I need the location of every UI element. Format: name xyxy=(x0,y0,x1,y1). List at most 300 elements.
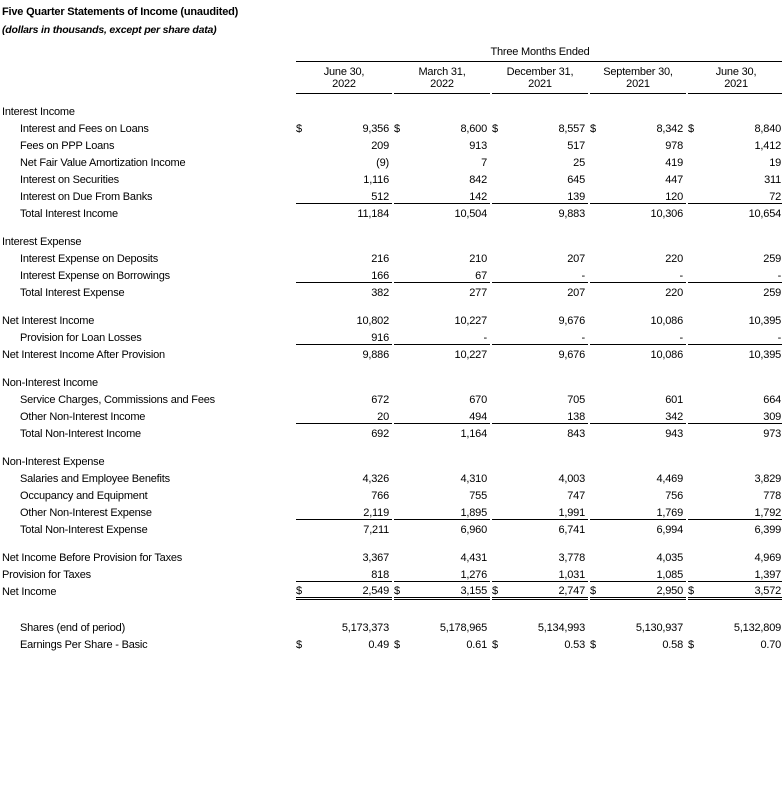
row-value: 0.70 xyxy=(760,639,782,651)
currency-symbol: $ xyxy=(492,123,498,135)
row-value: 10,086 xyxy=(650,315,683,327)
interest-expense-header: Interest Expense xyxy=(2,236,82,248)
row-value: 3,829 xyxy=(754,473,782,485)
spacer-cell xyxy=(0,609,782,617)
cur-blank xyxy=(296,135,318,152)
row-label: Net Interest Income xyxy=(2,315,95,327)
cur-blank xyxy=(492,310,514,327)
row-value: 25 xyxy=(573,157,585,169)
cur-blank xyxy=(492,406,514,423)
row-value: 311 xyxy=(764,174,782,186)
row-value: 512 xyxy=(371,190,389,203)
cur-blank xyxy=(688,547,710,564)
row-value: 209 xyxy=(371,140,389,152)
cur-blank xyxy=(296,519,318,536)
cur-blank xyxy=(688,169,710,186)
row-value: 0.53 xyxy=(564,639,585,651)
col-header-3-line2: 2021 xyxy=(590,78,686,94)
cur-blank xyxy=(394,389,416,406)
spacer-cell xyxy=(0,93,782,101)
cur-blank xyxy=(688,389,710,406)
row-value: 10,654 xyxy=(710,203,782,220)
row-value: 916 xyxy=(371,331,389,344)
cur-blank xyxy=(296,564,318,581)
row-label: Interest Expense on Deposits xyxy=(20,253,159,265)
spacer-cell xyxy=(0,440,782,451)
currency-symbol: $ xyxy=(688,639,694,651)
row-label: Total Non-Interest Income xyxy=(20,428,141,440)
row-value: 1,792 xyxy=(754,506,782,519)
table-row xyxy=(0,135,782,152)
table-row-total xyxy=(0,344,782,361)
row-value: 419 xyxy=(665,157,683,169)
cur-blank xyxy=(492,327,514,344)
cur-blank xyxy=(394,406,416,423)
row-value: 913 xyxy=(469,140,487,152)
row-value: 10,504 xyxy=(416,203,490,220)
row-value: 3,778 xyxy=(558,552,585,564)
row-value: 6,741 xyxy=(514,519,588,536)
currency-symbol: $ xyxy=(590,581,612,598)
row-label: Total Interest Income xyxy=(20,208,118,220)
row-value: 138 xyxy=(567,410,585,423)
row-value: - xyxy=(777,269,782,282)
row-label: Salaries and Employee Benefits xyxy=(20,473,170,485)
cur-blank xyxy=(296,485,318,502)
row-value: 5,173,373 xyxy=(341,622,389,634)
row-label: Provision for Loan Losses xyxy=(20,332,142,344)
page-title: Five Quarter Statements of Income (unaudited) xyxy=(2,6,239,18)
row-label: Service Charges, Commissions and Fees xyxy=(20,394,215,406)
cur-blank xyxy=(492,547,514,564)
cur-blank xyxy=(590,617,612,634)
cur-blank xyxy=(590,519,612,536)
cur-blank xyxy=(296,203,318,220)
cur-blank xyxy=(394,282,416,299)
row-value: 6,399 xyxy=(710,519,782,536)
page-subtitle: (dollars in thousands, except per share data) xyxy=(2,24,217,36)
cur-blank xyxy=(296,282,318,299)
row-label: Occupancy and Equipment xyxy=(20,490,148,502)
section-header-non-interest-income xyxy=(0,372,782,389)
row-value: 7,211 xyxy=(318,519,392,536)
cur-blank xyxy=(688,152,710,169)
cur-blank xyxy=(296,502,318,519)
header-spacer-2 xyxy=(0,78,296,94)
cur-blank xyxy=(394,203,416,220)
row-value: 342 xyxy=(665,410,683,423)
row-value: 7 xyxy=(481,157,487,169)
row-label: Net Income Before Provision for Taxes xyxy=(2,552,183,564)
cur-blank xyxy=(394,547,416,564)
row-value: - xyxy=(581,269,585,282)
row-value: 3,572 xyxy=(710,581,782,598)
table-row xyxy=(0,248,782,265)
header-spacer-1 xyxy=(0,61,296,78)
currency-symbol: $ xyxy=(296,123,302,135)
spacer xyxy=(0,536,782,547)
income-statement-page xyxy=(0,6,782,811)
table-row-total xyxy=(0,203,782,220)
col-header-2-line1: December 31, xyxy=(506,65,574,78)
cur-blank xyxy=(492,169,514,186)
row-label: Shares (end of period) xyxy=(20,622,126,634)
table-row xyxy=(0,118,782,135)
currency-symbol: $ xyxy=(492,581,514,598)
cur-blank xyxy=(590,169,612,186)
cur-blank xyxy=(394,468,416,485)
cur-blank xyxy=(492,519,514,536)
row-value: 1,991 xyxy=(558,506,585,519)
cur-blank xyxy=(296,423,318,440)
row-value: 778 xyxy=(763,490,782,502)
non-interest-expense-header: Non-Interest Expense xyxy=(2,456,105,468)
blank xyxy=(296,101,782,118)
row-value: 67 xyxy=(475,269,487,282)
row-value: 220 xyxy=(665,253,683,265)
row-value: - xyxy=(679,331,683,344)
row-value: 943 xyxy=(612,423,686,440)
table-row xyxy=(0,310,782,327)
cur-blank xyxy=(590,423,612,440)
cur-blank xyxy=(688,282,710,299)
spacer-cell xyxy=(0,299,782,310)
spacer xyxy=(0,609,782,617)
table-row xyxy=(0,547,782,564)
period-banner-row xyxy=(0,44,782,61)
spacer-cell xyxy=(0,536,782,547)
spacer-after-header xyxy=(0,93,782,101)
row-label: Total Non-Interest Expense xyxy=(20,524,148,536)
cur-blank xyxy=(296,468,318,485)
row-value: 664 xyxy=(763,394,782,406)
table-row-total xyxy=(0,423,782,440)
section-header-interest-expense xyxy=(0,231,782,248)
row-value: 842 xyxy=(469,174,487,186)
row-value: 9,676 xyxy=(514,344,588,361)
table-row xyxy=(0,634,782,651)
row-value: - xyxy=(777,331,782,344)
row-value: 672 xyxy=(371,394,389,406)
row-value: 973 xyxy=(710,423,782,440)
row-value: 6,994 xyxy=(612,519,686,536)
cur-blank xyxy=(492,152,514,169)
row-value: 10,086 xyxy=(612,344,686,361)
cur-blank xyxy=(296,248,318,265)
cur-blank xyxy=(688,310,710,327)
row-value: 0.58 xyxy=(662,639,683,651)
row-label: Net Interest Income After Provision xyxy=(2,349,165,361)
cur-blank xyxy=(492,617,514,634)
cur-blank xyxy=(492,344,514,361)
cur-blank xyxy=(688,344,710,361)
spacer-cell xyxy=(0,361,782,372)
cur-blank xyxy=(394,186,416,203)
row-value: 1,031 xyxy=(558,568,585,581)
cur-blank xyxy=(296,389,318,406)
table-row xyxy=(0,485,782,502)
row-value: 11,184 xyxy=(318,203,392,220)
row-value: 755 xyxy=(469,490,487,502)
cur-blank xyxy=(492,203,514,220)
row-value: - xyxy=(679,269,683,282)
cur-blank xyxy=(492,186,514,203)
row-value: 10,395 xyxy=(748,315,782,327)
table-row xyxy=(0,389,782,406)
row-value: 756 xyxy=(665,490,683,502)
row-value: 4,310 xyxy=(460,473,487,485)
blank xyxy=(296,231,782,248)
row-value: 10,395 xyxy=(710,344,782,361)
row-value: 20 xyxy=(377,410,389,423)
table-row-total xyxy=(0,282,782,299)
row-value: 494 xyxy=(469,410,487,423)
row-label: Interest and Fees on Loans xyxy=(20,123,149,135)
row-value: 259 xyxy=(710,282,782,299)
row-value: 2,549 xyxy=(318,581,392,598)
cur-blank xyxy=(590,406,612,423)
cur-blank xyxy=(590,203,612,220)
five-quarter-income-table xyxy=(0,44,782,651)
currency-symbol: $ xyxy=(590,639,596,651)
row-value: 259 xyxy=(763,253,782,265)
row-label: Net Fair Value Amortization Income xyxy=(20,157,186,169)
currency-symbol: $ xyxy=(394,123,400,135)
row-value: 0.61 xyxy=(466,639,487,651)
row-value: 120 xyxy=(665,190,683,203)
cur-blank xyxy=(492,564,514,581)
row-value: 2,119 xyxy=(363,506,389,519)
row-value: 8,600 xyxy=(460,123,487,135)
row-value: 843 xyxy=(514,423,588,440)
cur-blank xyxy=(590,327,612,344)
cur-blank xyxy=(394,485,416,502)
cur-blank xyxy=(590,344,612,361)
cur-blank xyxy=(492,248,514,265)
row-value: 19 xyxy=(769,157,782,169)
row-value: 10,227 xyxy=(416,344,490,361)
row-value: 978 xyxy=(665,140,683,152)
cur-blank xyxy=(590,389,612,406)
row-value: 5,134,993 xyxy=(537,622,585,634)
row-value: 210 xyxy=(469,253,487,265)
row-value: 8,557 xyxy=(558,123,585,135)
spacer xyxy=(0,299,782,310)
column-header-row-1 xyxy=(0,61,782,78)
currency-symbol: $ xyxy=(296,639,302,651)
currency-symbol: $ xyxy=(590,123,596,135)
cur-blank xyxy=(394,423,416,440)
table-row-total xyxy=(0,519,782,536)
row-label: Other Non-Interest Expense xyxy=(20,507,152,519)
col-header-1-line2: 2022 xyxy=(394,78,490,94)
cur-blank xyxy=(688,265,710,282)
cur-blank xyxy=(688,186,710,203)
table-row xyxy=(0,468,782,485)
row-value: 5,178,965 xyxy=(439,622,487,634)
row-value: 818 xyxy=(371,568,389,581)
cur-blank xyxy=(688,468,710,485)
cur-blank xyxy=(688,406,710,423)
col-header-3-line1: September 30, xyxy=(603,65,673,78)
table-row xyxy=(0,152,782,169)
row-value: 517 xyxy=(567,140,585,152)
cur-blank xyxy=(590,547,612,564)
cur-blank xyxy=(492,485,514,502)
table-row xyxy=(0,564,782,581)
spacer xyxy=(0,598,782,609)
cur-blank xyxy=(296,169,318,186)
row-value: 3,155 xyxy=(416,581,490,598)
row-value: 4,003 xyxy=(558,473,585,485)
row-value: 5,130,937 xyxy=(635,622,683,634)
row-label: Interest on Securities xyxy=(20,174,119,186)
spacer xyxy=(0,220,782,231)
column-header-row-2 xyxy=(0,78,782,94)
col-header-0-line1: June 30, xyxy=(323,65,365,78)
row-value: 10,227 xyxy=(454,315,487,327)
row-value: 142 xyxy=(469,190,487,203)
row-value: 5,132,809 xyxy=(733,622,782,634)
row-label: Fees on PPP Loans xyxy=(20,140,115,152)
cur-blank xyxy=(590,485,612,502)
cur-blank xyxy=(492,282,514,299)
col-header-0-line2: 2022 xyxy=(296,78,392,94)
row-value: 4,469 xyxy=(656,473,683,485)
cur-blank xyxy=(492,423,514,440)
row-value: 9,356 xyxy=(362,123,389,135)
row-value: 4,035 xyxy=(656,552,683,564)
cur-blank xyxy=(688,327,710,344)
cur-blank xyxy=(688,248,710,265)
row-value: 1,276 xyxy=(460,568,487,581)
col-header-2-line2: 2021 xyxy=(492,78,588,94)
row-value: 8,840 xyxy=(754,123,782,135)
row-value: 4,326 xyxy=(362,473,389,485)
row-value: 1,085 xyxy=(656,568,683,581)
col-header-4-line2: 2021 xyxy=(688,78,782,94)
cur-blank xyxy=(394,169,416,186)
cur-blank xyxy=(394,502,416,519)
blank xyxy=(296,451,782,468)
cur-blank xyxy=(688,564,710,581)
cur-blank xyxy=(688,203,710,220)
row-value: 382 xyxy=(318,282,392,299)
cur-blank xyxy=(590,564,612,581)
cur-blank xyxy=(296,406,318,423)
row-value: 1,116 xyxy=(363,174,389,186)
row-label: Provision for Taxes xyxy=(2,569,91,581)
cur-blank xyxy=(492,265,514,282)
cur-blank xyxy=(688,423,710,440)
cur-blank xyxy=(590,248,612,265)
currency-symbol: $ xyxy=(394,581,416,598)
row-value: (9) xyxy=(376,157,389,169)
row-value: - xyxy=(483,331,487,344)
cur-blank xyxy=(296,547,318,564)
row-label: Other Non-Interest Income xyxy=(20,411,146,423)
table-row xyxy=(0,327,782,344)
row-value: 0.49 xyxy=(368,639,389,651)
cur-blank xyxy=(394,519,416,536)
table-row xyxy=(0,406,782,423)
currency-symbol: $ xyxy=(688,581,710,598)
row-value: 1,397 xyxy=(754,568,782,581)
cur-blank xyxy=(394,344,416,361)
cur-blank xyxy=(492,468,514,485)
row-value: 670 xyxy=(469,394,487,406)
row-value: 139 xyxy=(567,190,585,203)
cur-blank xyxy=(688,502,710,519)
row-value: 207 xyxy=(514,282,588,299)
row-value: 1,412 xyxy=(754,140,782,152)
table-row xyxy=(0,502,782,519)
interest-income-header: Interest Income xyxy=(2,106,75,118)
row-value: 601 xyxy=(665,394,683,406)
non-interest-income-header: Non-Interest Income xyxy=(2,377,98,389)
row-value: 1,164 xyxy=(416,423,490,440)
cur-blank xyxy=(394,617,416,634)
cur-blank xyxy=(492,135,514,152)
currency-symbol: $ xyxy=(688,123,694,135)
spacer-cell xyxy=(0,598,782,609)
row-value: 747 xyxy=(567,490,585,502)
cur-blank xyxy=(296,265,318,282)
cur-blank xyxy=(394,564,416,581)
cur-blank xyxy=(590,282,612,299)
row-value: 9,676 xyxy=(558,315,585,327)
row-value: 8,342 xyxy=(656,123,683,135)
col-header-1-line1: March 31, xyxy=(418,65,466,78)
cur-blank xyxy=(688,135,710,152)
section-header-non-interest-expense xyxy=(0,451,782,468)
row-value: 216 xyxy=(371,253,389,265)
cur-blank xyxy=(394,327,416,344)
row-value: 3,367 xyxy=(362,552,389,564)
cur-blank xyxy=(296,310,318,327)
cur-blank xyxy=(394,265,416,282)
cur-blank xyxy=(590,152,612,169)
cur-blank xyxy=(590,186,612,203)
currency-symbol: $ xyxy=(394,639,400,651)
row-label: Total Interest Expense xyxy=(20,287,125,299)
cur-blank xyxy=(394,248,416,265)
cur-blank xyxy=(492,502,514,519)
table-row xyxy=(0,186,782,203)
row-value: 10,306 xyxy=(612,203,686,220)
currency-symbol: $ xyxy=(296,581,318,598)
row-value: 277 xyxy=(416,282,490,299)
row-value: 9,883 xyxy=(514,203,588,220)
row-value: 207 xyxy=(567,253,585,265)
cur-blank xyxy=(688,617,710,634)
row-value: 645 xyxy=(567,174,585,186)
cur-blank xyxy=(590,468,612,485)
row-value: 10,802 xyxy=(356,315,389,327)
spacer xyxy=(0,361,782,372)
cur-blank xyxy=(296,152,318,169)
table-row xyxy=(0,169,782,186)
cur-blank xyxy=(394,152,416,169)
row-value: 692 xyxy=(318,423,392,440)
spacer xyxy=(0,440,782,451)
row-label: Net Income xyxy=(2,586,57,598)
table-row xyxy=(0,265,782,282)
cur-blank xyxy=(590,135,612,152)
banner-spacer xyxy=(0,44,296,61)
row-label: Interest Expense on Borrowings xyxy=(20,270,170,282)
cur-blank xyxy=(296,617,318,634)
